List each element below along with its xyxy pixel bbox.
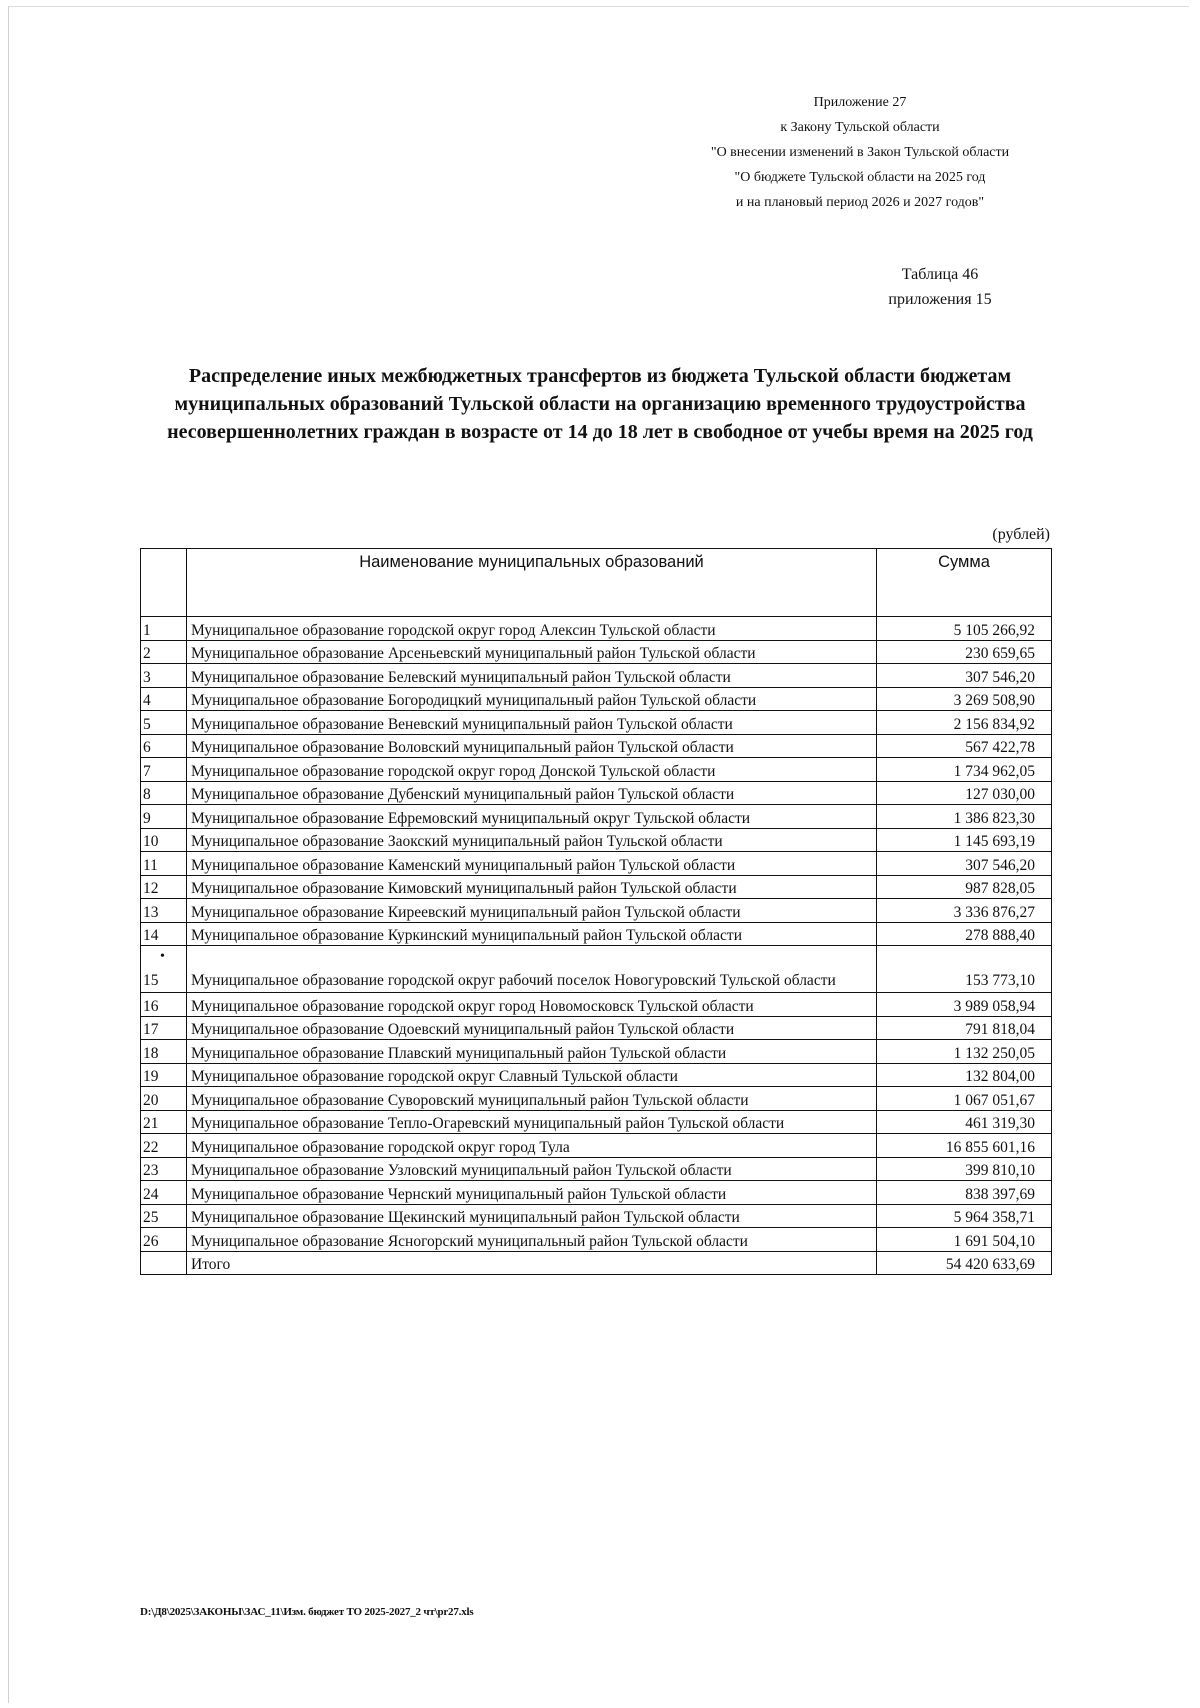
row-name: Муниципальное образование Дубенский муниципальный район Тульской области xyxy=(187,781,877,805)
row-sum: 3 336 876,27 xyxy=(877,899,1052,923)
row-sum: 230 659,65 xyxy=(877,640,1052,664)
row-name: Муниципальное образование Киреевский муниципальный район Тульской области xyxy=(187,899,877,923)
table-row xyxy=(141,1040,1052,1064)
row-name: Муниципальное образование Заокский муниципальный район Тульской области xyxy=(187,828,877,852)
row-number xyxy=(141,1228,187,1252)
row-name: Муниципальное образование Тепло-Огаревский муниципальный район Тульской области xyxy=(187,1110,877,1134)
row-number-text: 15 xyxy=(143,972,159,989)
row-name: Муниципальное образование Суворовский муниципальный район Тульской области xyxy=(187,1087,877,1111)
total-row xyxy=(141,1251,1052,1275)
row-sum: 5 105 266,92 xyxy=(877,617,1052,641)
table-ref-line: Таблица 46 xyxy=(901,266,979,283)
row-name: Муниципальное образование Воловский муниципальный район Тульской области xyxy=(187,734,877,758)
row-sum: 1 691 504,10 xyxy=(877,1228,1052,1252)
row-number-text: 14 xyxy=(143,927,159,944)
row-sum: 461 319,30 xyxy=(877,1110,1052,1134)
table-row xyxy=(141,922,1052,946)
row-number xyxy=(141,640,187,664)
header-sum: Сумма xyxy=(877,549,1052,617)
row-sum: 567 422,78 xyxy=(877,734,1052,758)
row-name: Муниципальное образование Плавский муниципальный район Тульской области xyxy=(187,1040,877,1064)
appendix-line: Приложение 27 xyxy=(813,95,907,110)
row-sum: 16 855 601,16 xyxy=(877,1134,1052,1158)
row-number-text: 2 xyxy=(143,645,151,662)
appendix-line: к Закону Тульской области xyxy=(780,120,940,135)
table-row xyxy=(141,852,1052,876)
table-reference xyxy=(860,262,1020,312)
table-row xyxy=(141,1228,1052,1252)
row-number xyxy=(141,1040,187,1064)
distribution-table xyxy=(140,548,1052,1275)
row-name: Муниципальное образование Чернский муниципальный район Тульской области xyxy=(187,1181,877,1205)
row-number-text: 8 xyxy=(143,786,151,803)
row-number-text: 5 xyxy=(143,715,151,733)
row-number-text: 10 xyxy=(143,833,159,850)
table-row xyxy=(141,617,1052,641)
row-number-text: 22 xyxy=(143,1138,159,1156)
row-sum: 987 828,05 xyxy=(877,875,1052,899)
row-number-text: 12 xyxy=(143,880,159,897)
row-number xyxy=(141,687,187,711)
total-sum: 54 420 633,69 xyxy=(877,1251,1052,1275)
row-number xyxy=(141,993,187,1017)
table-row xyxy=(141,758,1052,782)
table-row xyxy=(141,946,1052,993)
row-number xyxy=(141,1134,187,1158)
row-name: Муниципальное образование Богородицкий муниципальный район Тульской области xyxy=(187,687,877,711)
row-sum: 1 734 962,05 xyxy=(877,758,1052,782)
table-row xyxy=(141,875,1052,899)
row-number-text: 3 xyxy=(143,668,151,686)
row-number-text: 23 xyxy=(143,1162,159,1179)
table-row xyxy=(141,1016,1052,1040)
table-body xyxy=(141,617,1052,1275)
row-number-text: 25 xyxy=(143,1209,159,1226)
row-number-text: 1 xyxy=(143,621,151,639)
row-sum: 1 132 250,05 xyxy=(877,1040,1052,1064)
table-row xyxy=(141,993,1052,1017)
appendix-line: и на плановый период 2026 и 2027 годов" xyxy=(735,195,985,210)
row-sum: 3 989 058,94 xyxy=(877,993,1052,1017)
table-row xyxy=(141,1157,1052,1181)
row-name: Муниципальное образование городской округ рабочий поселок Новогуровский Тульской области xyxy=(187,946,877,993)
row-name: Муниципальное образование Щекинский муниципальный район Тульской области xyxy=(187,1204,877,1228)
table-row xyxy=(141,805,1052,829)
row-sum: 132 804,00 xyxy=(877,1063,1052,1087)
table-row xyxy=(141,899,1052,923)
row-sum: 307 546,20 xyxy=(877,852,1052,876)
row-name: Муниципальное образование Арсеньевский муниципальный район Тульской области xyxy=(187,640,877,664)
row-number xyxy=(141,1016,187,1040)
row-sum: 307 546,20 xyxy=(877,664,1052,688)
row-number xyxy=(141,828,187,852)
table-ref-line: приложения 15 xyxy=(888,291,992,308)
table-row xyxy=(141,1110,1052,1134)
table-row xyxy=(141,828,1052,852)
row-name: Муниципальное образование городской округ город Тула xyxy=(187,1134,877,1158)
row-number-text: 4 xyxy=(143,692,151,709)
row-number xyxy=(141,734,187,758)
row-number-text: 6 xyxy=(143,739,151,756)
row-sum: 2 156 834,92 xyxy=(877,711,1052,735)
row-number xyxy=(141,852,187,876)
row-sum: 153 773,10 xyxy=(877,946,1052,993)
row-name: Муниципальное образование городской округ Славный Тульской области xyxy=(187,1063,877,1087)
row-number xyxy=(141,1087,187,1111)
total-label: Итого xyxy=(187,1251,877,1275)
row-sum: 838 397,69 xyxy=(877,1181,1052,1205)
table-row xyxy=(141,1204,1052,1228)
row-sum: 1 145 693,19 xyxy=(877,828,1052,852)
row-number xyxy=(141,711,187,735)
row-name: Муниципальное образование Ясногорский муниципальный район Тульской области xyxy=(187,1228,877,1252)
header-number xyxy=(141,549,187,617)
row-number-text: 11 xyxy=(143,856,158,874)
row-number xyxy=(141,1110,187,1134)
row-name: Муниципальное образование Куркинский муниципальный район Тульской области xyxy=(187,922,877,946)
row-number-text: 19 xyxy=(143,1068,159,1085)
row-number xyxy=(141,1204,187,1228)
row-number xyxy=(141,899,187,923)
row-sum: 1 067 051,67 xyxy=(877,1087,1052,1111)
row-number-text: 26 xyxy=(143,1232,159,1250)
appendix-header xyxy=(640,90,1080,215)
row-sum: 1 386 823,30 xyxy=(877,805,1052,829)
row-number-text: 16 xyxy=(143,997,159,1015)
bullet-mark: • xyxy=(160,949,165,964)
row-sum: 399 810,10 xyxy=(877,1157,1052,1181)
row-name: Муниципальное образование Каменский муниципальный район Тульской области xyxy=(187,852,877,876)
row-number xyxy=(141,922,187,946)
appendix-line: "О внесении изменений в Закон Тульской области xyxy=(710,145,1010,160)
table-row xyxy=(141,1134,1052,1158)
row-sum: 278 888,40 xyxy=(877,922,1052,946)
row-number-text: 13 xyxy=(143,903,159,921)
table-row xyxy=(141,640,1052,664)
table-row xyxy=(141,734,1052,758)
row-number-text: 20 xyxy=(143,1091,159,1109)
row-name: Муниципальное образование городской округ город Алексин Тульской области xyxy=(187,617,877,641)
table-row xyxy=(141,687,1052,711)
table-row xyxy=(141,1063,1052,1087)
row-sum: 5 964 358,71 xyxy=(877,1204,1052,1228)
row-number xyxy=(141,664,187,688)
row-number-text: 24 xyxy=(143,1185,159,1203)
row-number-text: 17 xyxy=(143,1021,159,1038)
row-name: Муниципальное образование Узловский муниципальный район Тульской области xyxy=(187,1157,877,1181)
total-number-cell xyxy=(141,1251,187,1275)
row-name: Муниципальное образование Кимовский муниципальный район Тульской области xyxy=(187,875,877,899)
row-name: Муниципальное образование городской округ город Новомосковск Тульской области xyxy=(187,993,877,1017)
row-number-text: 21 xyxy=(143,1115,159,1132)
row-sum: 791 818,04 xyxy=(877,1016,1052,1040)
appendix-line: "О бюджете Тульской области на 2025 год xyxy=(734,170,986,185)
header-name: Наименование муниципальных образований xyxy=(187,549,877,617)
row-sum: 127 030,00 xyxy=(877,781,1052,805)
row-number xyxy=(141,805,187,829)
row-number xyxy=(141,1063,187,1087)
row-number xyxy=(141,946,187,993)
table-row xyxy=(141,711,1052,735)
table-row xyxy=(141,1087,1052,1111)
document-title: Распределение иных межбюджетных трансфертов из бюджета Тульской области бюджетам муниципальных образований Тульской области на организацию временного трудоустройства несовершеннолетних граждан в возрасте от 14 до 18 лет в свободное от учебы время на 2025 год xyxy=(167,365,1033,443)
file-path-footer: D:\Д8\2025\ЗАКОНЫ\ЗАС_11\Изм. бюджет ТО 2025-2027_2 чт\pr27.xls xyxy=(140,1606,474,1618)
row-number xyxy=(141,781,187,805)
table-row xyxy=(141,1181,1052,1205)
table-row xyxy=(141,781,1052,805)
row-name: Муниципальное образование Ефремовский муниципальный округ Тульской области xyxy=(187,805,877,829)
row-name: Муниципальное образование Веневский муниципальный район Тульской области xyxy=(187,711,877,735)
row-number xyxy=(141,1181,187,1205)
row-number xyxy=(141,1157,187,1181)
row-name: Муниципальное образование городской округ город Донской Тульской области xyxy=(187,758,877,782)
row-number-text: 18 xyxy=(143,1044,159,1062)
table-header-row xyxy=(141,549,1052,617)
row-name: Муниципальное образование Одоевский муниципальный район Тульской области xyxy=(187,1016,877,1040)
row-number-text: 7 xyxy=(143,762,151,780)
row-name: Муниципальное образование Белевский муниципальный район Тульской области xyxy=(187,664,877,688)
units-label: (рублей) xyxy=(992,526,1050,543)
row-number xyxy=(141,875,187,899)
table-row xyxy=(141,664,1052,688)
row-sum: 3 269 508,90 xyxy=(877,687,1052,711)
row-number xyxy=(141,758,187,782)
row-number-text: 9 xyxy=(143,809,151,827)
row-number xyxy=(141,617,187,641)
